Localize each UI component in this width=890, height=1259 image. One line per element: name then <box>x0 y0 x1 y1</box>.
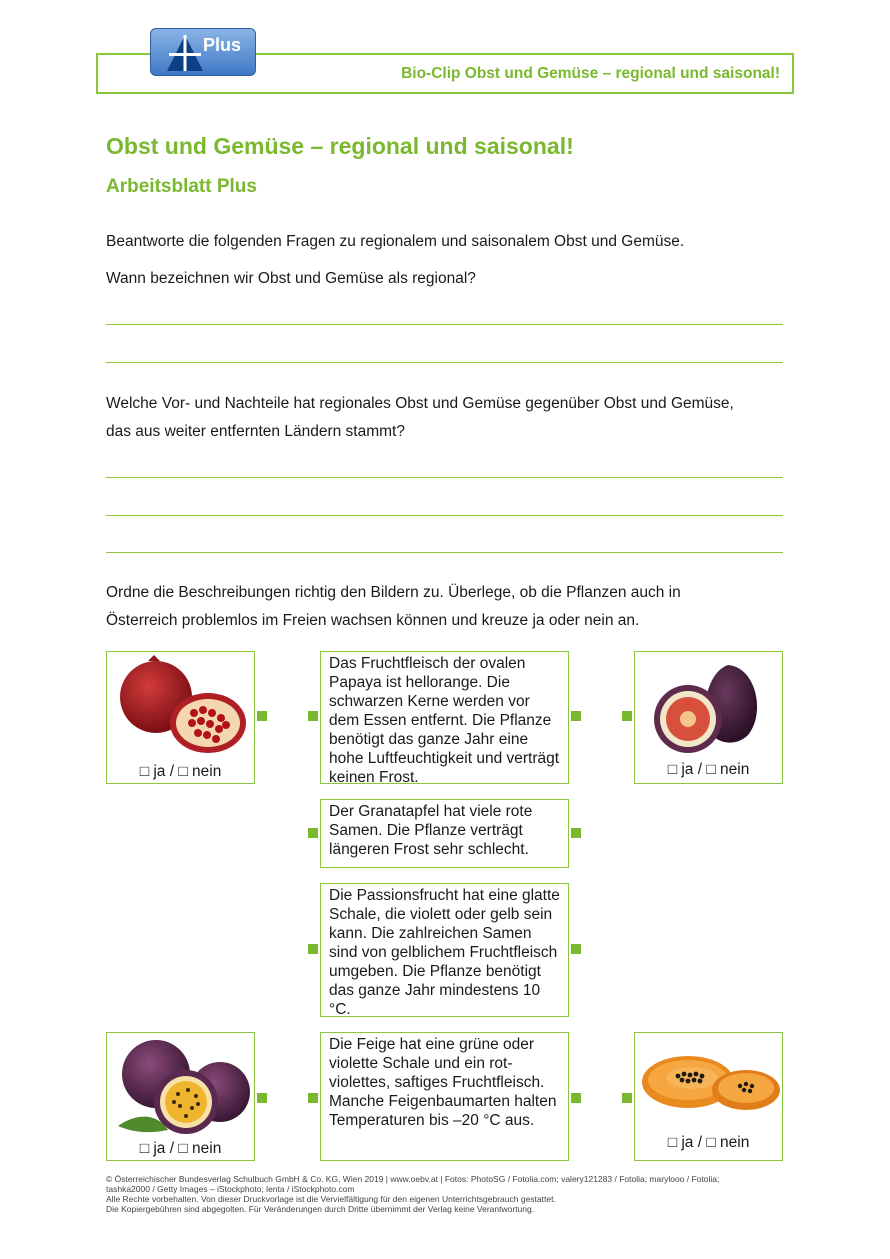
connector-dot[interactable] <box>571 1093 581 1103</box>
connector-dot[interactable] <box>308 711 318 721</box>
question-2-line-1: Welche Vor- und Nachteile hat regionales Obst und Gemüse gegenüber Obst und Gemüse, <box>106 395 734 412</box>
ja-nein-checkbox[interactable]: □ ja / □ nein <box>667 1134 750 1151</box>
description-fig: Die Feige hat eine grüne oder violette Schale und ein rot-violettes, saftiges Fruchtfleisch. Manche Feigenbaumarten halten Temperaturen bis –20 °C aus. <box>320 1032 569 1161</box>
answer-line[interactable] <box>106 552 783 553</box>
answer-line[interactable] <box>106 477 783 478</box>
passionfruit-image <box>108 1034 254 1140</box>
page-title: Obst und Gemüse – regional und saisonal! <box>106 133 574 159</box>
ja-nein-checkbox[interactable]: □ ja / □ nein <box>139 1140 222 1157</box>
papaya-image <box>636 1034 782 1134</box>
page-subtitle: Arbeitsblatt Plus <box>106 176 257 197</box>
question-2-line-2: das aus weiter entfernten Ländern stammt? <box>106 423 405 440</box>
description-papaya: Das Fruchtfleisch der ovalen Papaya ist hellorange. Die schwarzen Kerne werden vor dem Essen entfernt. Die Pflanze benötigt das ganze Jahr eine hohe Luftfeuchtigkeit und verträgt keinen Frost. <box>320 651 569 784</box>
footer-copyright: © Österreichischer Bundesverlag Schulbuch GmbH & Co. KG, Wien 2019 | www.oebv.at | Fotos: PhotoSG / Fotolia.com; valery121283 / Fotolia; marylooo / Fotolia; <box>106 1174 720 1184</box>
connector-dot[interactable] <box>308 944 318 954</box>
footer-rights: Alle Rechte vorbehalten. Von dieser Druckvorlage ist die Vervielfältigung für den eigenen Unterrichtsgebrauch gestattet. <box>106 1194 556 1204</box>
answer-line[interactable] <box>106 362 783 363</box>
footer-photo-credits: tashka2000 / Getty Images – iStockphoto; lenta / iStockphoto.com <box>106 1184 355 1194</box>
description-passionfruit: Die Passionsfrucht hat eine glatte Schale, die violett oder gelb sein kann. Die zahlreichen Samen sind von gelblichem Fruchtfleisch umgeben. Die Pflanze benötigt das ganze Jahr mindestens 10 °C. <box>320 883 569 1017</box>
answer-line[interactable] <box>106 515 783 516</box>
image-card-papaya <box>634 1032 783 1161</box>
image-card-pomegranate <box>106 651 255 784</box>
question-1: Wann bezeichnen wir Obst und Gemüse als regional? <box>106 270 476 287</box>
plus-logo <box>150 28 256 76</box>
connector-dot[interactable] <box>571 944 581 954</box>
connector-dot[interactable] <box>571 828 581 838</box>
logo-text: Plus <box>203 35 242 55</box>
connector-dot[interactable] <box>308 828 318 838</box>
image-card-passionfruit <box>106 1032 255 1161</box>
connector-dot[interactable] <box>622 1093 632 1103</box>
ja-nein-checkbox[interactable]: □ ja / □ nein <box>139 763 222 780</box>
pomegranate-image <box>108 653 254 763</box>
ja-nein-checkbox[interactable]: □ ja / □ nein <box>667 761 750 778</box>
intro-text: Beantworte die folgenden Fragen zu regionalem und saisonalem Obst und Gemüse. <box>106 233 685 250</box>
connector-dot[interactable] <box>308 1093 318 1103</box>
footer-fees: Die Kopiergebühren sind abgegolten. Für Veränderungen durch Dritte übernimmt der Verlag keine Verantwortung. <box>106 1204 535 1214</box>
triangle-logo-icon <box>165 33 205 73</box>
connector-dot[interactable] <box>571 711 581 721</box>
header-title: Bio-Clip Obst und Gemüse – regional und saisonal! <box>401 65 780 82</box>
task-line-2: Österreich problemlos im Freien wachsen können und kreuze ja oder nein an. <box>106 612 640 629</box>
fig-image <box>636 653 782 763</box>
connector-dot[interactable] <box>257 711 267 721</box>
description-pomegranate: Der Granatapfel hat viele rote Samen. Die Pflanze verträgt längeren Frost sehr schlecht. <box>320 799 569 868</box>
connector-dot[interactable] <box>257 1093 267 1103</box>
image-card-fig <box>634 651 783 784</box>
footer <box>106 1174 786 1214</box>
connector-dot[interactable] <box>622 711 632 721</box>
task-line-1: Ordne die Beschreibungen richtig den Bildern zu. Überlege, ob die Pflanzen auch in <box>106 584 681 601</box>
answer-line[interactable] <box>106 324 783 325</box>
